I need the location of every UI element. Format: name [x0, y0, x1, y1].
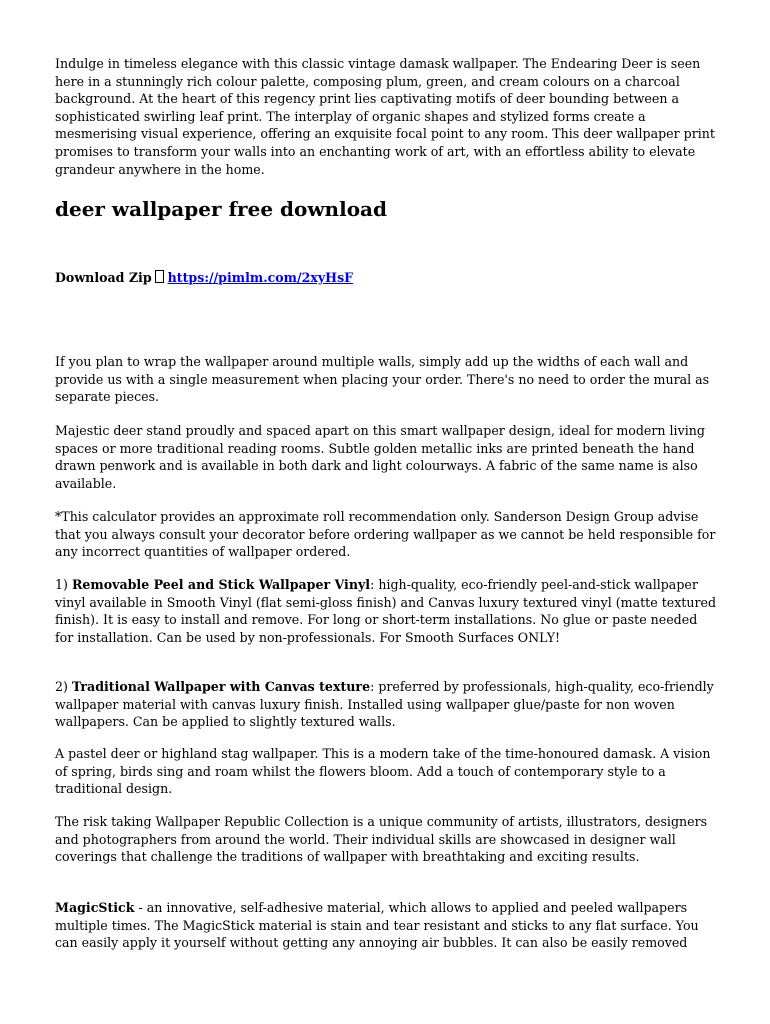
- magicstick-title: MagicStick: [55, 900, 135, 915]
- magicstick-text: - an innovative, self-adhesive material, which allows to applied and peeled wallpapers multiple times. The MagicStick material is stain and tear resistant and sticks to any flat surface. You can easily apply it yourself without getting any annoying air bubbles. It can also be easily removed: [55, 900, 699, 951]
- item-title: Traditional Wallpaper with Canvas texture: [71, 679, 371, 694]
- item-text: : high-quality, eco-friendly peel-and-stick wallpaper vinyl available in Smooth Vinyl (flat semi-gloss finish) and Canvas luxury textured vinyl (matte textured finish). It is easy to install and remove. For long or short-term installations. No glue or paste needed for installation. Can be used by non-professionals. For Smooth Surfaces ONLY!: [55, 577, 717, 645]
- wrap-paragraph: If you plan to wrap the wallpaper around multiple walls, simply add up the widths of each wall and provide us with a single measurement when placing your order. There's no need to order the mural as separate pieces.: [55, 354, 710, 405]
- download-line: [55, 269, 353, 287]
- list-item: [55, 576, 717, 646]
- download-label: Download Zip: [55, 270, 152, 285]
- item-number: 1): [55, 577, 72, 592]
- page-heading: deer wallpaper free download: [55, 197, 387, 221]
- missing-glyph-icon: [155, 270, 164, 283]
- calculator-paragraph: *This calculator provides an approximate roll recommendation only. Sanderson Design Group advise that you always consult your decorator before ordering wallpaper as we cannot be held responsible for any incorrect quantities of wallpaper ordered.: [55, 509, 716, 560]
- majestic-paragraph: Majestic deer stand proudly and spaced apart on this smart wallpaper design, ideal for modern living spaces or more traditional reading rooms. Subtle golden metallic inks are printed beneath the hand drawn penwork and is available in both dark and light colourways. A fabric of the same name is also available.: [55, 423, 705, 491]
- pastel-paragraph: A pastel deer or highland stag wallpaper. This is a modern take of the time-honoured damask. A vision of spring, birds sing and roam whilst the flowers bloom. Add a touch of contemporary style to a traditional design.: [55, 746, 711, 797]
- item-title: Removable Peel and Stick Wallpaper Vinyl: [71, 577, 371, 592]
- magicstick-paragraph: [55, 899, 717, 952]
- republic-paragraph: The risk taking Wallpaper Republic Collection is a unique community of artists, illustrators, designers and photographers from around the world. Their individual skills are showcased in designer wall coverings that challenge the traditions of wallpaper with breathtaking and exciting results.: [55, 814, 708, 865]
- item-number: 2): [55, 679, 72, 694]
- item-text: : preferred by professionals, high-quality, eco-friendly wallpaper material with canvas luxury finish. Installed using wallpaper glue/paste for non woven wallpapers. Can be applied to slightly textured walls.: [55, 679, 714, 730]
- download-link[interactable]: https://pimlm.com/2xyHsF: [167, 270, 354, 285]
- list-item: [55, 678, 717, 731]
- intro-paragraph: Indulge in timeless elegance with this classic vintage damask wallpaper. The Endearing Deer is seen here in a stunningly rich colour palette, composing plum, green, and cream colours on a charcoal background. At the heart of this regency print lies captivating motifs of deer bounding between a sophisticated swirling leaf print. The interplay of organic shapes and stylized forms create a mesmerising visual experience, offering an exquisite focal point to any room. This deer wallpaper print promises to transform your walls into an enchanting work of art, with an effortless ability to elevate grandeur anywhere in the home.: [55, 56, 715, 177]
